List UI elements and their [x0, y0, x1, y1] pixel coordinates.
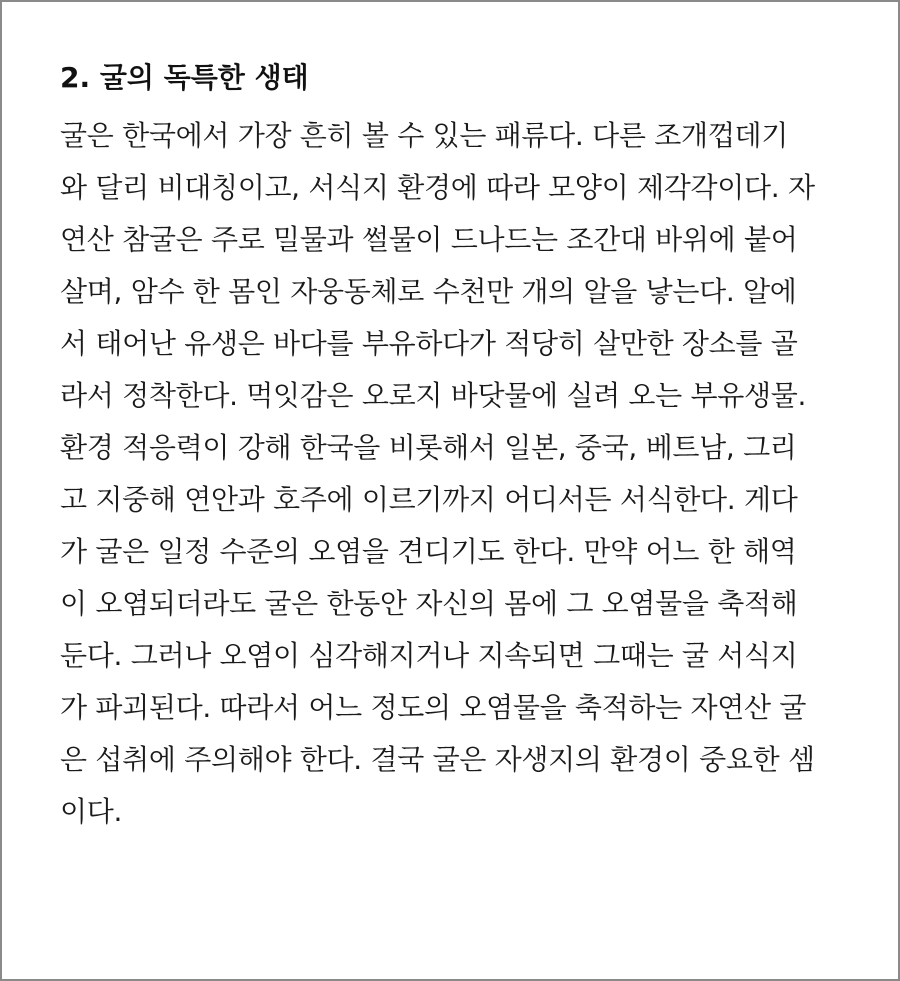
paragraph-line: 이 오염되더라도 굴은 한동안 자신의 몸에 그 오염물을 축적해: [60, 587, 798, 620]
paragraph-line: 이다.: [60, 795, 123, 828]
section-heading: 2. 굴의 독특한 생태: [60, 61, 309, 94]
paragraph-line: 은 섭취에 주의해야 한다. 결국 굴은 자생지의 환경이 중요한 셈: [60, 743, 815, 776]
paragraph-line: 가 굴은 일정 수준의 오염을 견디기도 한다. 만약 어느 한 해역: [60, 535, 797, 568]
paragraph-line: 고 지중해 연안과 호주에 이르기까지 어디서든 서식한다. 게다: [60, 483, 798, 516]
paragraph-line: 와 달리 비대칭이고, 서식지 환경에 따라 모양이 제각각이다. 자: [60, 171, 815, 204]
paragraph-line: 가 파괴된다. 따라서 어느 정도의 오염물을 축적하는 자연산 굴: [60, 691, 807, 724]
body-paragraph: [60, 110, 860, 838]
paragraph-line: 연산 참굴은 주로 밀물과 썰물이 드나드는 조간대 바위에 붙어: [60, 223, 798, 256]
paragraph-line: 서 태어난 유생은 바다를 부유하다가 적당히 살만한 장소를 골: [60, 327, 798, 360]
paragraph-line: 살며, 암수 한 몸인 자웅동체로 수천만 개의 알을 낳는다. 알에: [60, 275, 797, 308]
paragraph-line: 굴은 한국에서 가장 흔히 볼 수 있는 패류다. 다른 조개껍데기: [60, 119, 788, 152]
paragraph-line: 둔다. 그러나 오염이 심각해지거나 지속되면 그때는 굴 서식지: [60, 639, 798, 672]
paragraph-line: 라서 정착한다. 먹잇감은 오로지 바닷물에 실려 오는 부유생물.: [60, 379, 807, 412]
paragraph-line: 환경 적응력이 강해 한국을 비롯해서 일본, 중국, 베트남, 그리: [60, 431, 797, 464]
